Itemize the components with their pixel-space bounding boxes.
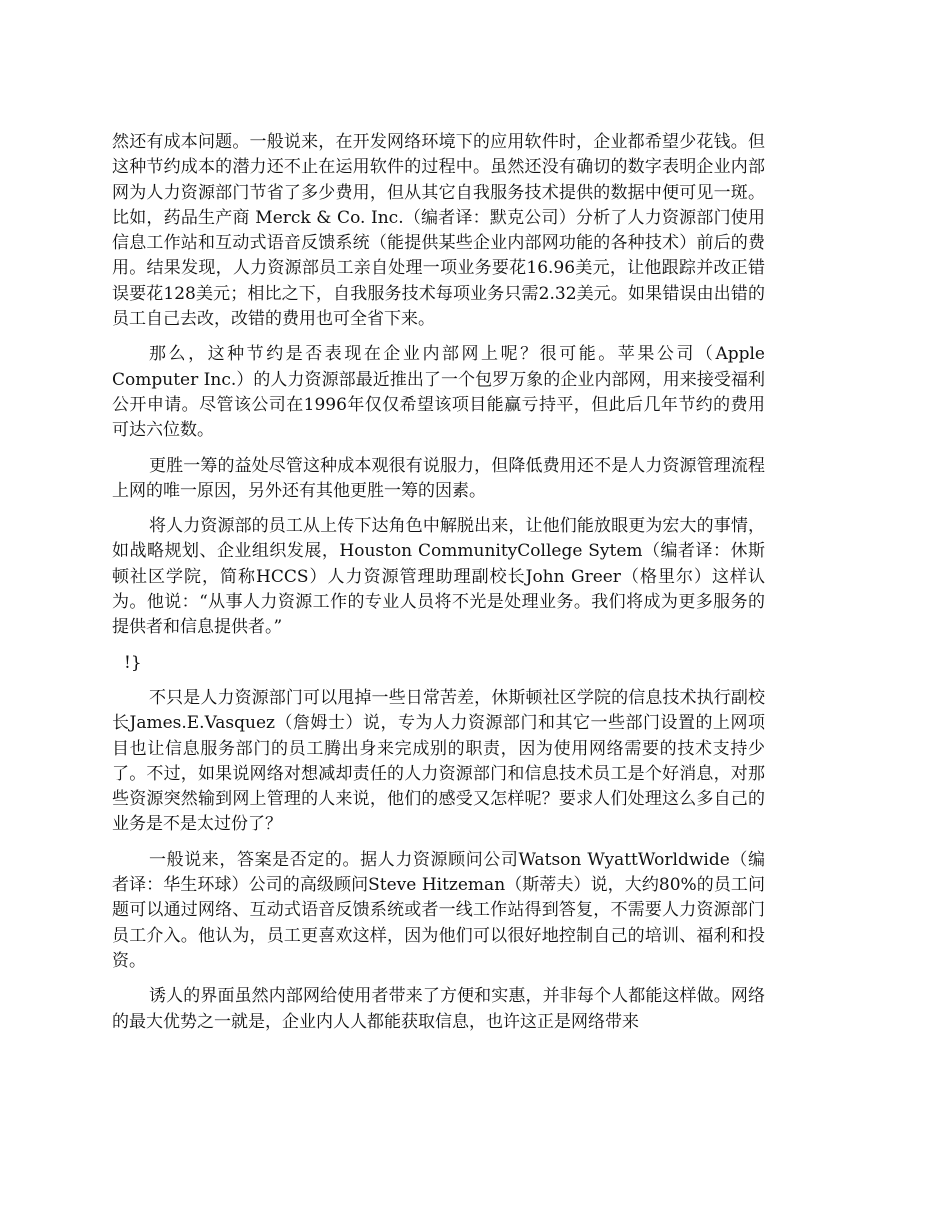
paragraph-it-support: 不只是人力资源部门可以甩掉一些日常苦差，休斯顿社区学院的信息技术执行副校长James.E.Vasquez（詹姆士）说，专为人力资源部门和其它一些部门设置的上网项目也让信息服务部门的员工腾出身来完成别的职责，因为使用网络需要的技术支持少了。不过，如果说网络对想减却责任的人力资源部门和信息技术员工是个好消息，对那些资源突然输到网上管理的人来说，他们的感受又怎样呢？要求人们处理这么多自己的业务是不是太过份了？ (112, 687, 765, 835)
paragraph-intranet-savings: 那么，这种节约是否表现在企业内部网上呢？很可能。苹果公司（Apple Computer Inc.）的人力资源部最近推出了一个包罗万象的企业内部网，用来接受福利公开申请。尽管该公司在1996年仅仅希望该项目能赢亏持平，但此后几年节约的费用可达六位数。 (112, 344, 765, 441)
paragraph-greater-benefits: 更胜一筹的益处尽管这种成本观很有说服力，但降低费用还不是人力资源管理流程上网的唯一原因，另外还有其他更胜一筹的因素。 (112, 455, 765, 501)
stray-symbol-line: !} (124, 652, 142, 673)
document-body (112, 130, 765, 1045)
paragraph-hr-role: 将人力资源部的员工从上传下达角色中解脱出来，让他们能放眼更为宏大的事情，如战略规划、企业组织发展，Houston CommunityCollege Sytem（编者译：休斯顿社区学院，简称HCCS）人力资源管理助理副校长John Greer（格里尔）这样认为。他说：“从事人力资源工作的专业人员将不光是处理业务。我们将成为更多服务的提供者和信息提供者。” (112, 516, 765, 638)
paragraph-employee-answers: 一般说来，答案是否定的。据人力资源顾问公司Watson WyattWorldwide（编者译：华生环球）公司的高级顾问Steve Hitzeman（斯蒂夫）说，大约80%的员工问题可以通过网络、互动式语音反馈系统或者一线工作站得到答复，不需要人力资源部门员工介入。他认为，员工更喜欢这样，因为他们可以很好地控制自己的培训、福利和投资。 (112, 849, 765, 971)
paragraph-attractive-interface: 诱人的界面虽然内部网给使用者带来了方便和实惠，并非每个人都能这样做。网络的最大优势之一就是，企业内人人都能获取信息，也许这正是网络带来 (112, 986, 765, 1032)
paragraph-cost-savings: 然还有成本问题。一般说来，在开发网络环境下的应用软件时，企业都希望少花钱。但这种节约成本的潜力还不止在运用软件的过程中。虽然还没有确切的数字表明企业内部网为人力资源部门节省了多少费用，但从其它自我服务技术提供的数据中便可见一斑。比如，药品生产商 Merck & Co. Inc.（编者译：默克公司）分析了人力资源部门使用信息工作站和互动式语音反馈系统（能提供某些企业内部网功能的各种技术）前后的费用。结果发现，人力资源部员工亲自处理一项业务要花16.96美元，让他跟踪并改正错误要花128美元；相比之下，自我服务技术每项业务只需2.32美元。如果错误由出错的员工自己去改，改错的费用也可全省下来。 (112, 132, 765, 330)
